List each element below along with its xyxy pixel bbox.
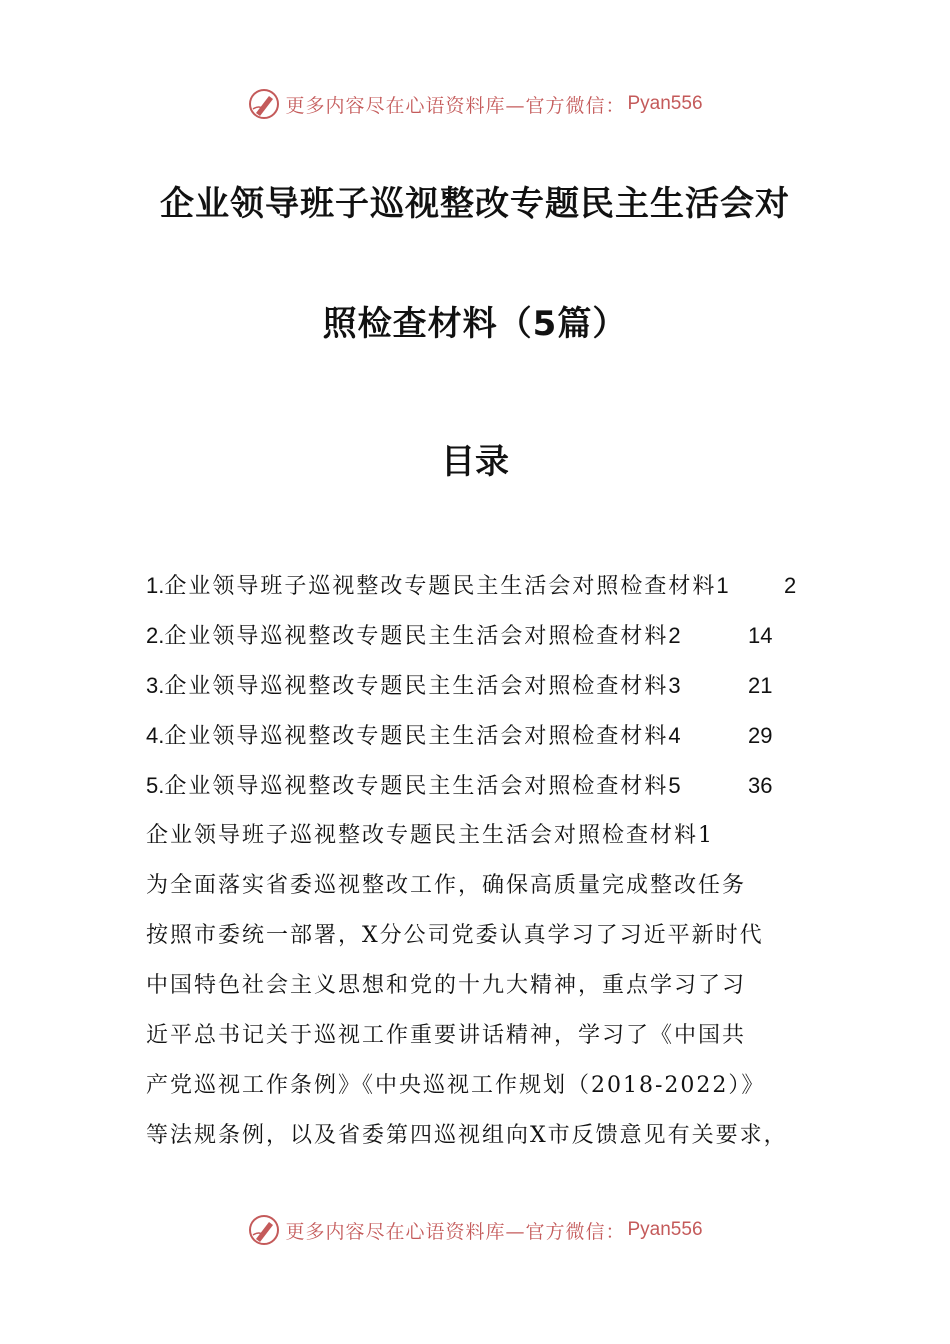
toc-heading: 目录 xyxy=(441,442,509,482)
body-line: 等法规条例，以及省委第四巡视组向X市反馈意见有关要求， xyxy=(146,1123,788,1148)
toc-entry-page: 14 xyxy=(748,623,773,648)
body-line: 中国特色社会主义思想和党的十九大精神，重点学习了习 xyxy=(146,973,747,998)
body-line: 产党巡视工作条例》《中央巡视工作规划（2018-2022）》 xyxy=(146,1073,766,1098)
toc-entry-index: 1 xyxy=(716,573,729,598)
toc-entry-index: 2 xyxy=(668,623,681,648)
toc-entry-number: 3. xyxy=(146,673,165,698)
toc-entry-page: 36 xyxy=(748,773,773,798)
toc-entry-text: 企业领导巡视整改专题民主生活会对照检查材料 xyxy=(164,724,669,749)
body-line: 企业领导班子巡视整改专题民主生活会对照检查材料1 xyxy=(146,823,714,848)
body-line: 为全面落实省委巡视整改工作，确保高质量完成整改任务 xyxy=(146,873,747,898)
toc-entry-index: 5 xyxy=(668,773,681,798)
toc-entry-text: 企业领导巡视整改专题民主生活会对照检查材料 xyxy=(164,624,669,649)
watermark-wechat-id: Pyan556 xyxy=(627,93,703,114)
body-text xyxy=(146,816,816,1166)
pen-logo-icon xyxy=(247,87,281,121)
toc-entry-text: 企业领导巡视整改专题民主生活会对照检查材料 xyxy=(164,674,669,699)
document-title-line-2: 照检查材料（5篇） xyxy=(322,304,628,344)
header-watermark xyxy=(0,84,950,124)
table-of-contents xyxy=(146,566,826,816)
document-title-line-1: 企业领导班子巡视整改专题民主生活会对 xyxy=(160,184,790,224)
toc-entry-page: 21 xyxy=(748,673,773,698)
watermark-text: 更多内容尽在心语资料库—官方微信： xyxy=(285,1220,626,1243)
toc-entry-number: 1. xyxy=(146,573,165,598)
toc-entry-page: 2 xyxy=(784,573,797,598)
footer-watermark xyxy=(0,1210,950,1250)
watermark-wechat-id: Pyan556 xyxy=(627,1219,703,1240)
body-line: 按照市委统一部署，X分公司党委认真学习了习近平新时代 xyxy=(146,923,764,948)
toc-entry[interactable] xyxy=(146,716,826,766)
pen-logo-icon xyxy=(247,1213,281,1247)
toc-entry-number: 2. xyxy=(146,623,165,648)
watermark-text: 更多内容尽在心语资料库—官方微信： xyxy=(285,94,626,117)
toc-entry[interactable] xyxy=(146,766,826,816)
toc-entry[interactable] xyxy=(146,566,826,616)
toc-entry-number: 5. xyxy=(146,773,165,798)
toc-entry-text: 企业领导巡视整改专题民主生活会对照检查材料 xyxy=(164,774,669,799)
toc-entry-index: 4 xyxy=(668,723,681,748)
toc-entry-text: 企业领导班子巡视整改专题民主生活会对照检查材料 xyxy=(164,574,717,599)
toc-entry-number: 4. xyxy=(146,723,165,748)
toc-entry-page: 29 xyxy=(748,723,773,748)
toc-entry[interactable] xyxy=(146,616,826,666)
toc-entry-index: 3 xyxy=(668,673,681,698)
toc-entry[interactable] xyxy=(146,666,826,716)
body-line: 近平总书记关于巡视工作重要讲话精神，学习了《中国共 xyxy=(146,1023,747,1048)
